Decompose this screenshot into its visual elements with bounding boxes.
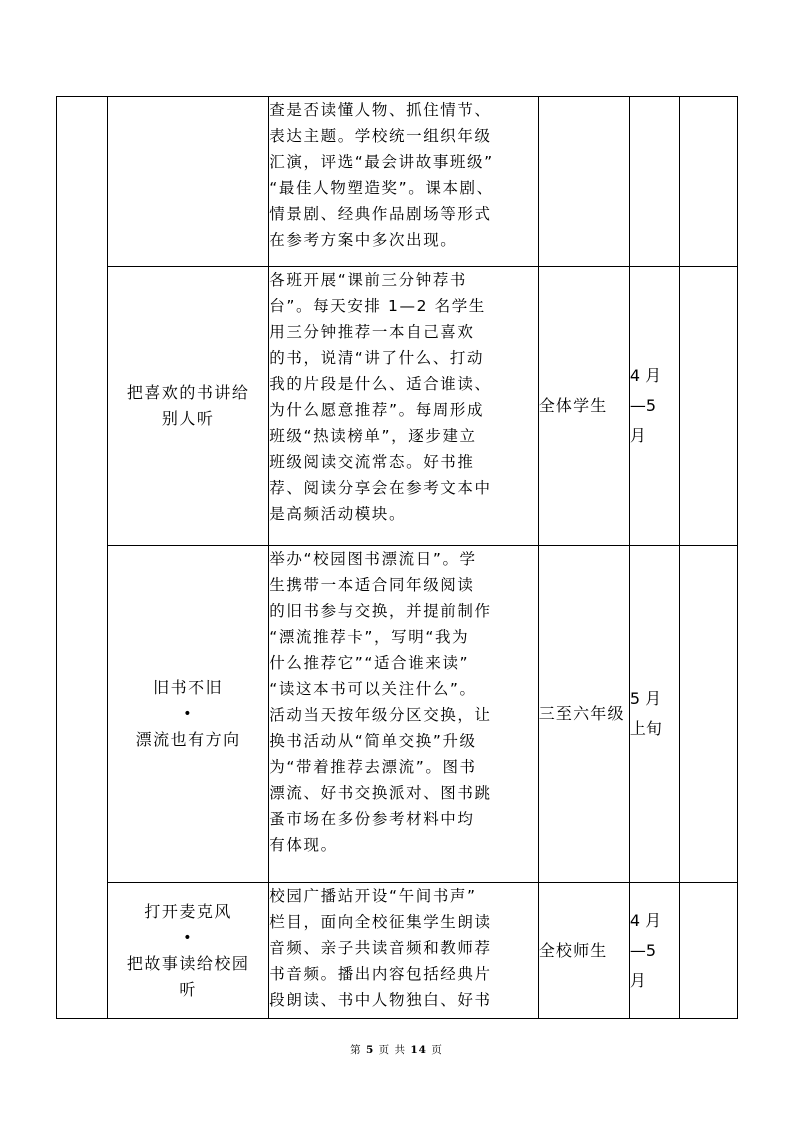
table-row	[57, 883, 738, 1019]
description-line: 生携带一本适合同年级阅读	[269, 576, 475, 594]
notes-cell	[679, 267, 737, 546]
participants-cell: 全校师生	[538, 883, 629, 1019]
notes-cell	[679, 546, 737, 883]
description-line: 查是否读懂人物、抓住情节、	[269, 101, 492, 119]
description-line: 为什么愿意推荐”。每周形成	[269, 401, 485, 419]
description-line: 班级阅读交流常态。好书推	[269, 453, 475, 471]
activity-name-line: 打开麦克风	[144, 901, 232, 921]
time-cell	[629, 267, 679, 546]
description-line: 台”。每天安排 1—2 名学生	[269, 297, 486, 315]
footer-prefix: 第	[350, 1044, 362, 1056]
time-cell	[629, 97, 679, 267]
time-line: —5	[629, 396, 656, 415]
activity-description-cell	[269, 883, 538, 1019]
description-line: 栏目，面向全校征集学生朗读	[269, 913, 492, 931]
description-line: 什么推荐它”“适合谁来读”	[269, 654, 470, 672]
activity-name-line: 听	[179, 979, 197, 999]
description-line: 情景剧、经典作品剧场等形式	[269, 205, 492, 223]
footer-middle: 页 共	[378, 1044, 407, 1056]
time-cell	[629, 883, 679, 1019]
activity-name-cell	[108, 97, 269, 267]
description-line: 换书活动从“简单交换”升级	[269, 732, 477, 750]
table-row	[57, 546, 738, 883]
description-line: “最佳人物塑造奖”。课本剧、	[269, 179, 494, 197]
activity-description-cell	[269, 97, 538, 267]
description-line: 各班开展“课前三分钟荐书	[269, 271, 468, 289]
description-line: 举办“校园图书漂流日”。学	[269, 550, 477, 568]
description-line: 校园广播站开设“午间书声”	[269, 887, 477, 905]
description-line: “读这本书可以关注什么”。	[269, 680, 477, 698]
page-footer	[0, 1042, 793, 1057]
description-line: 有体现。	[269, 836, 338, 854]
activity-name-line: 把故事读给校园	[126, 953, 250, 973]
description-line: 荐、阅读分享会在参考文本中	[269, 479, 492, 497]
activity-name-line: 别人听	[161, 409, 215, 428]
activity-plan-table	[56, 96, 738, 1019]
footer-suffix: 页	[431, 1044, 443, 1056]
description-line: 用三分钟推荐一本自己喜欢	[269, 323, 475, 341]
time-line: 上旬	[629, 719, 662, 738]
table-row	[57, 97, 738, 267]
activity-name-cell	[108, 883, 269, 1019]
description-line: 表达主题。学校统一组织年级	[269, 127, 492, 145]
time-line: 4 月	[629, 910, 662, 930]
bullet-separator: •	[183, 929, 194, 946]
bullet-separator: •	[183, 706, 194, 722]
description-line: 的旧书参与交换，并提前制作	[269, 602, 492, 620]
activity-description-cell	[269, 546, 538, 883]
category-cell	[57, 97, 108, 1019]
time-cell	[629, 546, 679, 883]
total-page-number: 14	[410, 1044, 427, 1056]
notes-cell	[679, 883, 737, 1019]
description-line: 为“带着推荐去漂流”。图书	[269, 758, 477, 776]
time-line: —5	[629, 940, 656, 960]
time-line: 月	[629, 970, 646, 990]
notes-cell	[679, 97, 737, 267]
description-line: 漂流、好书交换派对、图书跳	[269, 784, 492, 802]
description-line: 是高频活动模块。	[269, 505, 407, 523]
description-line: 书音频。播出内容包括经典片	[269, 965, 492, 983]
time-line: 5 月	[629, 689, 662, 708]
activity-name-line: 旧书不旧	[153, 678, 224, 697]
participants-cell: 三至六年级	[538, 546, 629, 883]
activity-name-cell	[108, 267, 269, 546]
description-line: 段朗读、书中人物独白、好书	[269, 991, 492, 1009]
description-line: 音频、亲子共读音频和教师荐	[269, 939, 492, 957]
participants-cell: 全体学生	[538, 267, 629, 546]
activity-name-line: 漂流也有方向	[135, 730, 241, 749]
time-line: 月	[629, 426, 646, 445]
current-page-number: 5	[366, 1044, 375, 1056]
description-line: 活动当天按年级分区交换，让	[269, 706, 492, 724]
table-row	[57, 267, 738, 546]
activity-name-line: 把喜欢的书讲给	[126, 383, 250, 402]
participants-cell	[538, 97, 629, 267]
description-line: 汇演，评选“最会讲故事班级”	[269, 153, 494, 171]
activity-name-cell	[108, 546, 269, 883]
description-line: “漂流推荐卡”，写明“我为	[269, 628, 470, 646]
description-line: 我的片段是什么、适合谁读、	[269, 375, 492, 393]
description-line: 在参考方案中多次出现。	[269, 231, 458, 249]
activity-description-cell	[269, 267, 538, 546]
time-line: 4 月	[629, 366, 662, 385]
description-line: 的书，说清“讲了什么、打动	[269, 349, 485, 367]
description-line: 蚤市场在多份参考材料中均	[269, 810, 475, 828]
description-line: 班级“热读榜单”，逐步建立	[269, 427, 477, 445]
